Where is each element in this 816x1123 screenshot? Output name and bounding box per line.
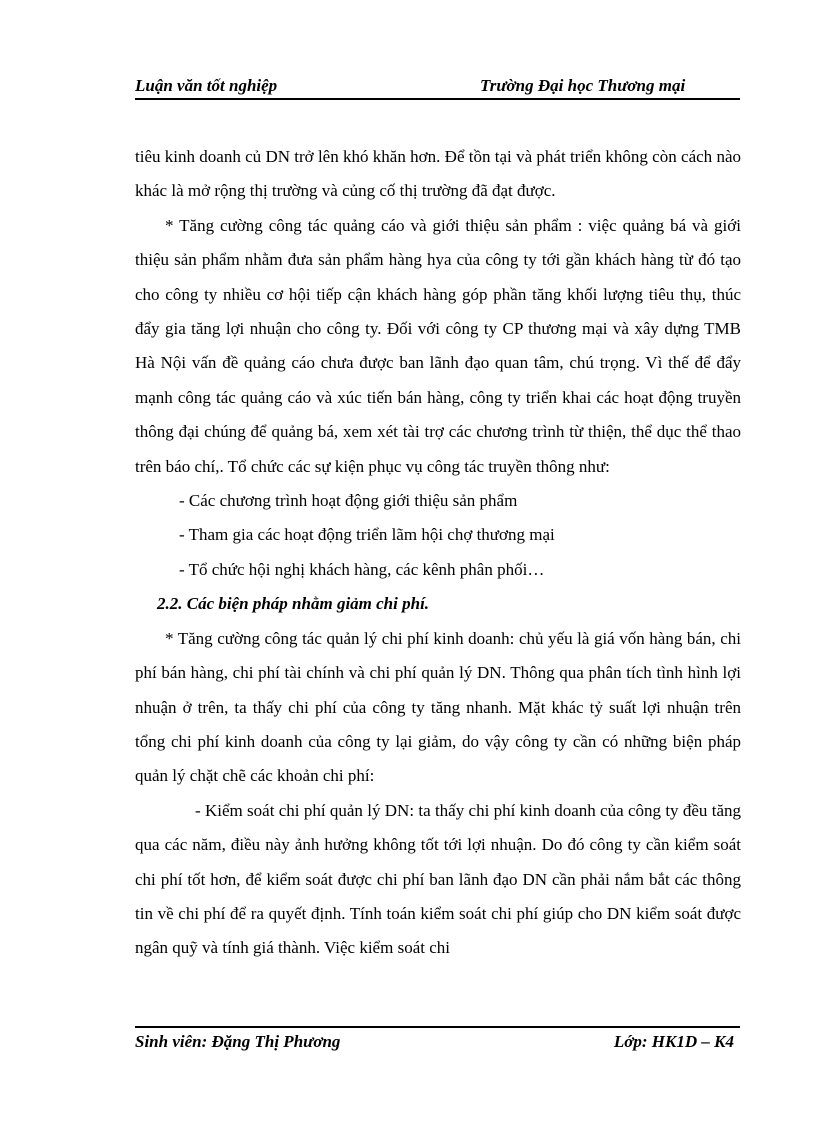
section-heading: 2.2. Các biện pháp nhằm giảm chi phí. xyxy=(157,594,430,614)
document-body xyxy=(135,140,741,966)
paragraph-advertising: * Tăng cường công tác quảng cáo và giới thiệu sản phẩm : việc quảng bá và giới thiệu sản phẩm nhằm đưa sản phẩm hàng hya của công ty tới gần khách hàng từ đó tạo cho công ty nhiều cơ hội tiếp cận khách hàng góp phần tăng khối lượng tiêu thụ, thúc đẩy gia tăng lợi nhuận cho công ty. Đối với công ty CP thương mại và xây dựng TMB Hà Nội vấn đề quảng cáo chưa được ban lãnh đạo quan tâm, chú trọng. Vì thế để đẩy mạnh công tác quảng cáo và xúc tiến bán hàng, công ty triển khai các hoạt động truyền thông đại chúng để quảng bá, xem xét tài trợ các chương trình từ thiện, thể dục thể thao trên báo chí,. Tổ chức các sự kiện phục vụ công tác truyền thông như: xyxy=(135,215,741,476)
header-university-name: Trường Đại học Thương mại xyxy=(480,76,686,95)
footer-student-name: Sinh viên: Đặng Thị Phương xyxy=(135,1032,341,1051)
bullet-item-trade-fairs: - Tham gia các hoạt động triển lãm hội chợ thương mại xyxy=(179,525,555,545)
paragraph-cost-management: * Tăng cường công tác quản lý chi phí kinh doanh: chủ yếu là giá vốn hàng bán, chi phí bán hàng, chi phí tài chính và chi phí quản lý DN. Thông qua phân tích tình hình lợi nhuận ở trên, ta thấy chi phí của công ty tăng nhanh. Mặt khác tỷ suất lợi nhuận trên tổng chi phí kinh doanh của công ty lại giảm, do vậy công ty cần có những biện pháp quản lý chặt chẽ các khoản chi phí: xyxy=(135,628,741,786)
header-thesis-label: Luận văn tốt nghiệp xyxy=(135,76,278,95)
page-footer xyxy=(135,1026,740,1054)
bullet-item-product-programs: - Các chương trình hoạt động giới thiệu sản phẩm xyxy=(179,491,518,511)
paragraph-continuation: tiêu kinh doanh củ DN trở lên khó khăn hơn. Để tồn tại và phát triển không còn cách nào khác là mở rộng thị trường và củng cố thị trường đã đạt được. xyxy=(135,147,741,201)
paragraph-cost-control: - Kiểm soát chi phí quản lý DN: ta thấy chi phí kinh doanh của công ty đều tăng qua các năm, điều này ảnh hưởng không tốt tới lợi nhuận. Do đó công ty cần kiểm soát chi phí tốt hơn, để kiểm soát được chi phí ban lãnh đạo DN cần phải nắm bắt các thông tin về chi phí để ra quyết định. Tính toán kiểm soát chi phí giúp cho DN kiểm soát được ngân quỹ và tính giá thành. Việc kiểm soát chi xyxy=(135,800,741,958)
bullet-item-customer-conference: - Tổ chức hội nghị khách hàng, các kênh phân phối… xyxy=(179,559,545,579)
footer-class-code: Lớp: HK1D – K4 xyxy=(613,1032,734,1051)
page-header xyxy=(135,74,740,100)
